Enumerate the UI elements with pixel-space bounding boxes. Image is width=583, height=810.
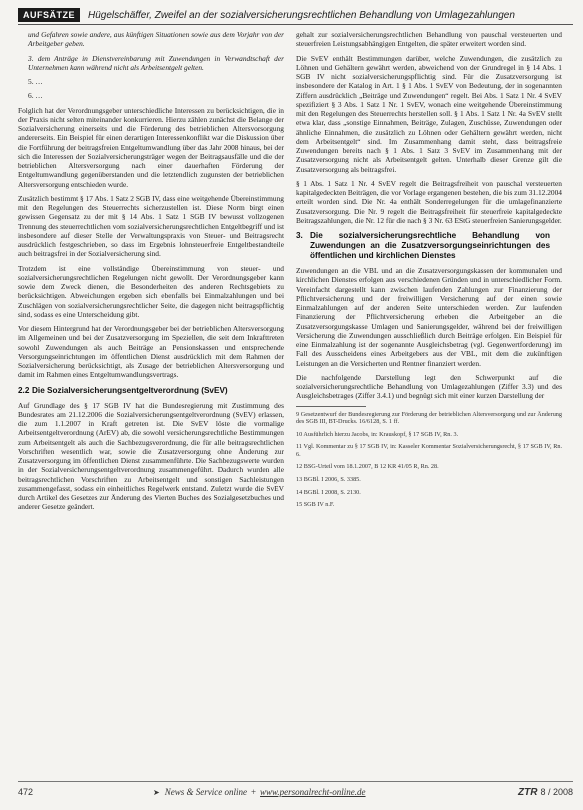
service-line — [153, 787, 366, 797]
paragraph: Trotzdem ist eine vollständige Übereinstimmung von steuer- und sozialversicherungsrechtlichen Regelungen nicht gewollt. Der Verordnungsgeber kann sowie dem Zweck dienen, die Besonderheiten des anderen Rechtsgebiets zu berücksichtigen. Abweichungen ergeben sich ebenfalls bei Einmalzahlungen und bei Zuschlägen von sozialversicherungsrechtlicher Seite, die dagegen nicht beitragspflichtig sind, sodass es eine Unterscheidung gibt. — [18, 263, 284, 319]
issue-info — [518, 787, 573, 798]
page-footer — [18, 781, 573, 799]
paragraph: Auf Grundlage des § 17 SGB IV hat die Bundesregierung mit Zustimmung des Bundesrates am 21.12.2006 die Sozialversicherungsentgeltverordnung (SvEV) erlassen, die zum 1.1.2007 in Kraft getreten ist. Die SvEV löste die vormalige Arbeitsentgeltverordnung (ArEV) ab, die sowohl versicherungsrechtliche Bestimmungen zum Arbeitsentgelt als auch die Sachbezugsverordnung, die für alle beitragsrechtlichen Vorschriften wesentlich war, sowie die Zusatzversorgung ohne Änderung zur Zusatzversorgung im öffentlichen Dienst zusammenführte. Die Sachbezugswerte wurden in der Sozialversicherungsentgeltverordnung zusammengeführt. Dadurch wurden alle beitragsrechtlichen Vorschriften zu Arbeitsentgelt und sonstigen Sachleistungen zusammengefasst, sodass ein einheitliches Regelwerk entstand. Zuletzt wurde die SvEV durch Artikel des Gesetzes zur Änderung des Vierten Buches des Sozialgesetzbuches und anderer Gesetze geändert. — [18, 400, 284, 512]
section-number: 3. — [296, 231, 303, 240]
footnote: 9 Gesetzentwurf der Bundesregierung zur Förderung der betrieblichen Altersversorgung und zur Änderung des SGB III, BT-Drucks. 16/6128, S. 1 ff. — [296, 410, 562, 426]
service-label: News & Service online — [164, 787, 247, 797]
footnote: 15 SGB IV n.F. — [296, 501, 335, 509]
page-number: 472 — [18, 787, 34, 797]
footnote: 12 BSG-Urteil vom 18.1.2007, B 12 KR 41/05 R, Rn. 28. — [296, 463, 439, 471]
footnote: 13 BGBl. I 2006, S. 3385. — [296, 476, 361, 484]
website-link[interactable]: www.personalrecht-online.de — [260, 787, 366, 797]
header-rule — [18, 24, 573, 25]
paragraph: und Gefahren sowie andere, aus künftigen Situationen sowie aus dem Vorjahr von der Arbeitgeber geben. — [28, 30, 284, 49]
footnote-rule — [296, 406, 366, 407]
footnote: 11 Vgl. Kommentar zu § 17 SGB IV, in: Kasseler Kommentar Sozialversicherungsrecht, § 17 SGB IV, Rn. 6. — [296, 443, 562, 458]
section-number: 2.2 — [18, 385, 30, 395]
section-title: Die sozialversicherungsrechtliche Behandlung von Zuwendungen an die Zusatzversorgungseinrichtungen des öffentlichen und kirchlichen Dienstes — [310, 231, 550, 260]
plus-icon: + — [250, 787, 257, 797]
paragraph: Die nachfolgende Darstellung legt den Schwerpunkt auf die sozialversicherungsrechtliche Behandlung von Umlagezahlungen (Ziffer 3.3) und des Ausgleichsbetrages (Ziffer 3.4.1) und begnügt sich mit einer kurzen Darstellung der — [296, 372, 562, 401]
paragraph: 3. dem Anträge in Dienstvereinbarung mit Zuwendungen in Verwandtschaft der Unternehmen kann während nicht als Arbeitsentgelt gelten. — [28, 53, 284, 72]
journal-logo: ZTR — [518, 786, 538, 798]
paragraph: 6. … — [28, 91, 43, 101]
page-header — [18, 6, 573, 24]
paragraph: Zuwendungen an die VBL und an die Zusatzversorgungskassen der kommunalen und kirchlichen Dienstes erfolgen aus verschiedenen Gründen und in unterschiedlicher Form. Vereinfacht dargestellt kann zwischen laufenden Zahlungen zur Finanzierung der Pflichtversicherung und der freiwilligen Versicherung auf der einen sowie Einmalzahlungen auf der anderen Seite unterschieden werden. Zur laufenden Finanzierung der Pflichtversicherung erheben die Arbeitgeber an die Zusatzversorgungskasse Umlagen und Sanierungsgelder, während bei der freiwilligen Versicherung die Zuwendungen ausschließlich durch Beiträge erfolgen. Ein Beispiel für eine Einmalzahlung ist der sogenannte Ausgleichsbetrag (vgl. Gegenwertforderung) im Fall des Ausscheidens eines Arbeitgebers aus der VBL, mit dem die zukünftigen Leistungen an die Versicherten und Rentner finanziert werden. — [296, 266, 562, 368]
left-column — [18, 30, 284, 517]
footnote: 14 BGBl. I 2008, S. 2130. — [296, 488, 361, 496]
paragraph: gehalt zur sozialversicherungsrechtlichen Behandlung von pauschal versteuerten und steuerfreien Leistungsabhängigen Entgelten, die später erweitert worden sind. — [296, 30, 562, 49]
paragraph: Folglich hat der Verordnungsgeber unterschiedliche Interessen zu berücksichtigen, die in der Praxis nicht selten miteinander konkurrieren. Hierzu zählen zunächst die Belange der Sozialversicherung einerseits und die Förderung des betrieblichen Altersvorsorgung andererseits. Ein Beispiel für einen derartigen Interessenkonflikt war die Diskussion über die Fortführung der beitragsfreien Entgeltumwandlung über das Jahr 2008 hinaus, bei der sich die Interessen der Sozialversicherungsträger wegen der Beitragsausfälle und die der betrieblichen Altersversorgung nach einer dauerhaften Förderung der Entgeltumwandlung gegenüberstanden und die letztendlich zugunsten der betrieblichen Altersversorgung entschieden wurde. — [18, 105, 284, 189]
section-heading — [18, 386, 284, 396]
running-title: Hügelschäffer, Zweifel an der sozialversicherungsrechtlichen Behandlung von Umlagezahlungen — [88, 9, 515, 21]
section-heading — [296, 231, 562, 261]
section-title: Die Sozialversicherungsentgeltverordnung (SvEV) — [32, 385, 228, 395]
paragraph: Die SvEV enthält Bestimmungen darüber, welche Zuwendungen, die zusätzlich zu Löhnen und Gehältern gewährt werden, abweichend von der Grundregel in § 14 Abs. 1 SGB IV nicht sozialversicherungspflichtig sind. Für die Zusatzversorgung ist insbesondere der Katalog in Art. 1 § 1 Abs. 1 SvEV von Bedeutung, der in sogenannten Ziffern ausdrücklich „Beiträge und Zuwendungen“ regelt. Bei Abs. 1 Satz 1 Nr. 4 SvEV spezifiziert § 3 Abs. 1 Satz 1 Nr. 1 SvEV, wonach eine weitgehende Übereinstimmung mit den Regelungen des Steuerrechts herstellen soll. § 1 Abs. 1 Satz 1 Nr. 4a SvEV stellt etwa klar, dass „sonstige Einnahmen, Beiträge, Zulagen, Zuschüsse, Zuwendungen oder ähnliche Einnahmen, die zusätzlich zu Löhnen oder Gehältern gewährt werden, nicht dem Arbeitsentgelt“ sind. Im Zusammenhang damit steht, dass beitragsfreie Zuwendungen bereits nach § 1 Abs. 1 Satz 3 SvEV im Zusammenhang mit der Zusatzversorgung nicht als Arbeitsentgelt gelten. Unterhalb dieser Grenze gilt die Zusatzversorgung als beitragsfrei. — [296, 53, 562, 174]
paragraph: § 1 Abs. 1 Satz 1 Nr. 4 SvEV regelt die Beitragsfreiheit von pauschal versteuerten kapitalgedeckten Beiträgen, die vor Vorlage ergangenen bestehen, die bis zum 31.12.2004 erteilt worden sind. Die Nr. 4a enthält Sonderregelungen für die umlagefinanzierte Zusatzversorgung. Die Nr. 9 regelt die Beitragsfreiheit für steuerfreie kapitalgedeckte Beitragszahlungen, die Nr. 12 für die nach § 3 Nr. 63 EStG steuerfreien Sanierungsgelder. — [296, 178, 562, 225]
footnotes — [296, 411, 562, 509]
right-column — [296, 30, 562, 514]
footnote: 10 Ausführlich hierzu Jacobs, in: Krauskopf, § 17 SGB IV, Rn. 3. — [296, 430, 459, 438]
paragraph: Zusätzlich bestimmt § 17 Abs. 1 Satz 2 SGB IV, dass eine weitgehende Übereinstimmung mit den Regelungen des Steuerrechts sicherzustellen ist. Diese Norm birgt einen gewissen Gegensatz zu der mit § 14 Abs. 1 Satz 1 SGB IV bewusst vollzogenen Trennung des steuerrechtlichen vom sozialversicherungsrechtlichen Entgeltbegriff und ist insbesondere auf dieser Stelle der Verwaltungspraxis von Steuer- und Beitragsrecht ausdrücklich festgeschrieben, so dass im Ergebnis lohnsteuerfreie Entgeltbestandteile auch beitragsfrei in der Sozialversicherung sind. — [18, 193, 284, 259]
section-tag: AUFSÄTZE — [18, 8, 80, 22]
paragraph: 5. … — [28, 77, 43, 86]
arrow-icon: ➤ — [153, 787, 160, 797]
issue-number: 8 / 2008 — [540, 787, 573, 797]
paragraph: Vor diesem Hintergrund hat der Verordnungsgeber bei der betrieblichen Altersversorgung im Allgemeinen und bei der Zusatzversorgung im Speziellen, die seit dem Inkrafttreten sowohl Zuwendungen als auch Beiträge an Pensionskassen und entsprechende Versorgungseinrichtungen im öffentlichen Dienst ausdrücklich mit dem Rahmen der Sozialversicherung berücksichtigt, als Zusage der betrieblichen Altersversorgung und damit im Rahmen eines Entgeltumwandlungsvertrags. — [18, 324, 284, 380]
